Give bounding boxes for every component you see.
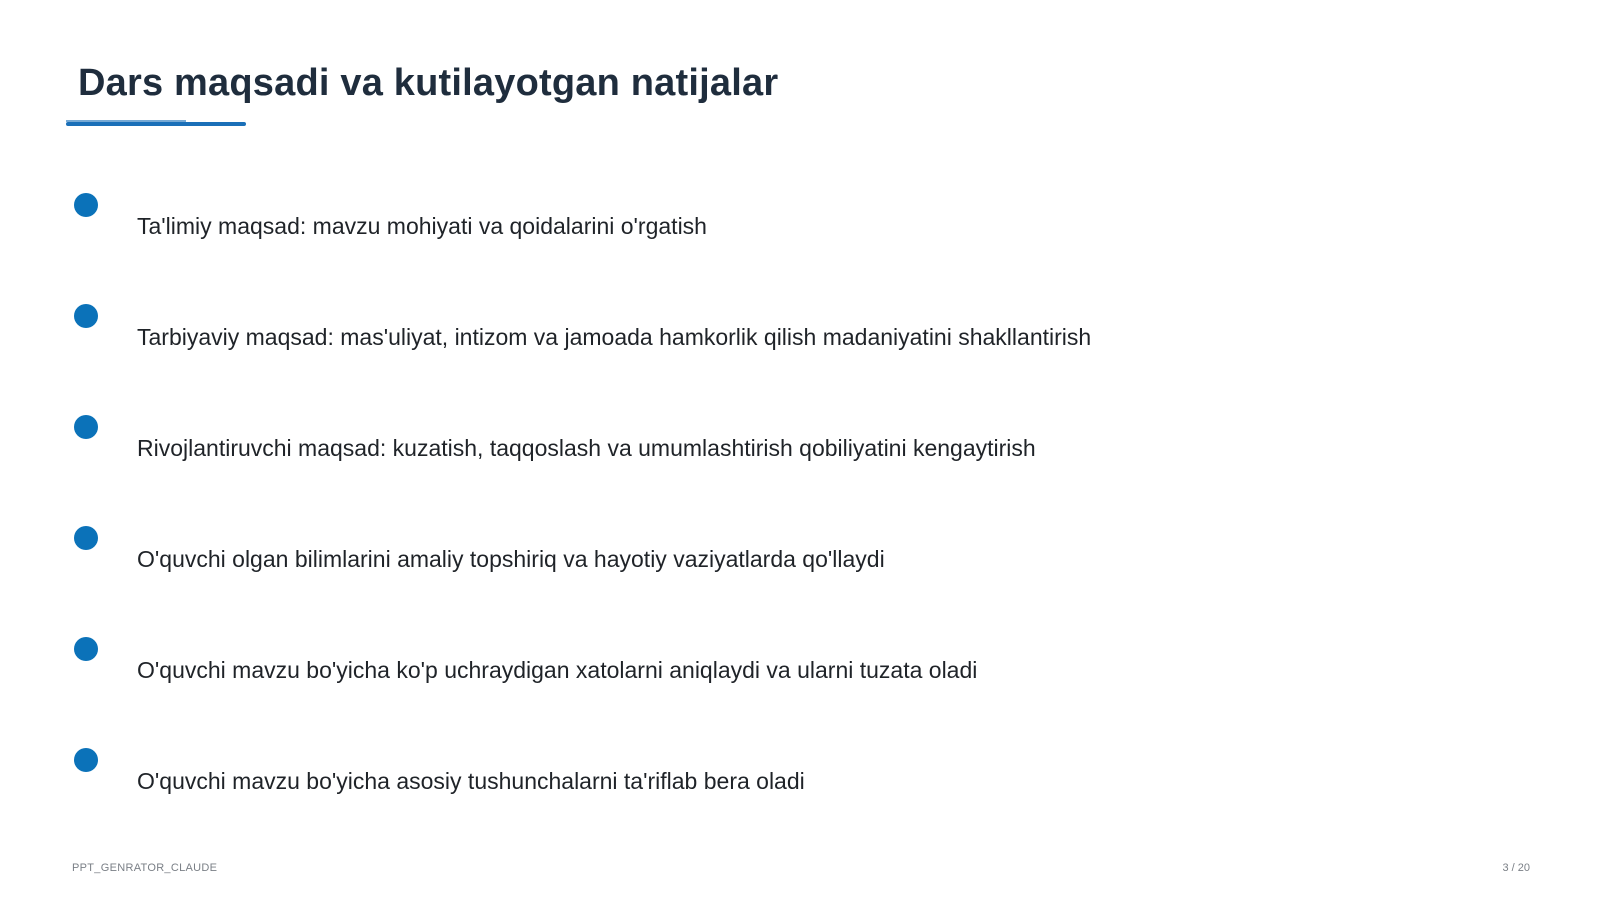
bullet-text: O'quvchi olgan bilimlarini amaliy topshiriq va hayotiy vaziyatlarda qo'llaydi	[137, 546, 885, 572]
bullet-dot-icon	[74, 193, 98, 217]
bullet-text: Rivojlantiruvchi maqsad: kuzatish, taqqoslash va umumlashtirish qobiliyatini kengaytirish	[137, 435, 1036, 461]
bullet-item	[0, 415, 1400, 475]
bullet-dot-icon	[74, 415, 98, 439]
bullet-dot-icon	[74, 637, 98, 661]
bullet-item	[0, 748, 1400, 808]
bullet-text: O'quvchi mavzu bo'yicha asosiy tushunchalarni ta'riflab bera oladi	[137, 768, 805, 794]
page-number: 3 / 20	[1502, 862, 1530, 874]
bullet-text: Tarbiyaviy maqsad: mas'uliyat, intizom va jamoada hamkorlik qilish madaniyatini shakllantirish	[137, 324, 1092, 350]
footer-generator-label: PPT_GENRATOR_CLAUDE	[72, 862, 218, 874]
bullet-dot-icon	[74, 304, 98, 328]
bullet-dot-icon	[74, 526, 98, 550]
slide-title: Dars maqsadi va kutilayotgan natijalar	[78, 62, 779, 104]
bullet-item	[0, 637, 1400, 697]
bullet-item	[0, 193, 1400, 253]
bullet-text: Ta'limiy maqsad: mavzu mohiyati va qoidalarini o'rgatish	[137, 213, 707, 239]
bullet-text: O'quvchi mavzu bo'yicha ko'p uchraydigan xatolarni aniqlaydi va ularni tuzata oladi	[137, 657, 978, 683]
bullet-item	[0, 304, 1400, 364]
bullet-dot-icon	[74, 748, 98, 772]
bullet-item	[0, 526, 1400, 586]
